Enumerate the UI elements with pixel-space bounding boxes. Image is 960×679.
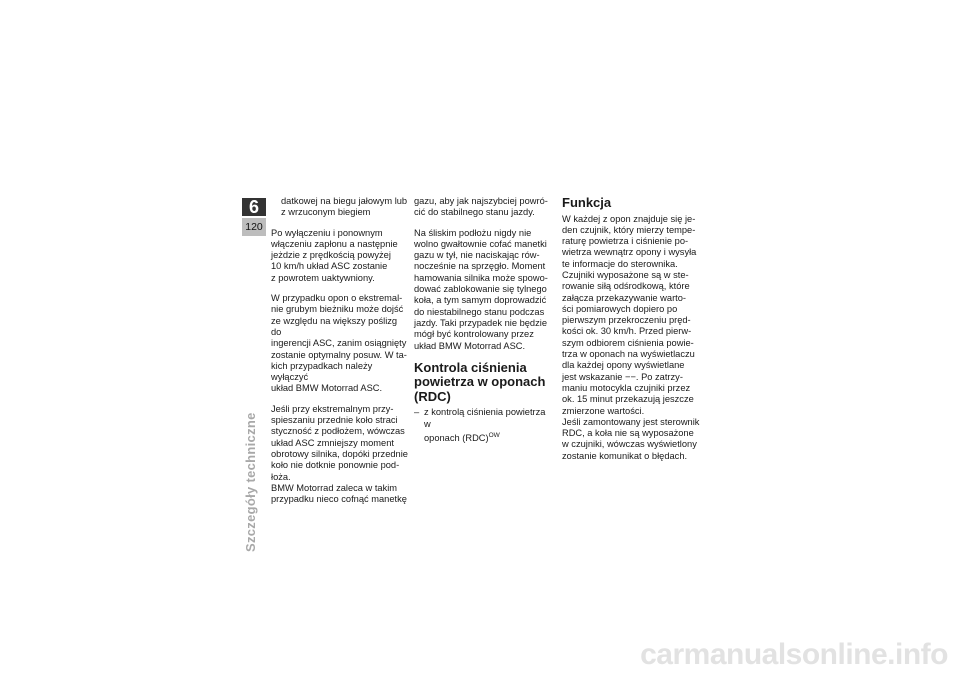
paragraph: Jeśli przy ekstremalnym przy- spieszaniu przednie koło straci styczność z podłożem, wówczas układ ASC zmniejszy moment obrotowy silnika, dopóki przednie koło nie dotknie ponownie pod- łoża. [271,403,408,482]
dash-bullet: – [414,407,420,418]
list-item [414,407,552,444]
watermark: carmanualsonline.info [640,638,948,671]
page-number: 120 [242,218,266,236]
paragraph: Po wyłączeniu i ponownym włączeniu zapłonu a następnie jeżdzie z prędkością powyżej 10 km/h układ ASC zostanie z powrotem uaktywniony. [271,227,398,283]
paragraph: W przypadku opon o ekstremal- nie grubym bieżniku może dojść ze względu na większy poślizg do ingerencji ASC, zanim osiągnięty zostanie optymalny posuw. W ta- kich przypadkach należy wyłączyć układ BMW Motorrad ASC. [271,293,407,394]
paragraph: gazu, aby jak najszybciej powró- cić do stabilnego stanu jazdy. [414,196,548,218]
section-heading-funkcja: Funkcja [562,195,612,210]
section-heading-rdc: Kontrola ciśnienia powietrza w oponach (RDC) [414,359,546,404]
chapter-number: 6 [242,198,266,216]
paragraph: W każdej z opon znajduje się je- den czujnik, który mierzy tempe- raturę powietrza i ciśnienie po- wietrza wewnątrz opony i wysyła te informacje do sterownika. [562,213,697,269]
text-column-1 [271,196,408,514]
text-column-2 [414,196,552,444]
text-column-3 [562,196,702,471]
paragraph: Na śliskim podłożu nigdy nie wolno gwałtownie cofać manetki gazu w tył, nie naciskając rów- nocześnie na sprzęgło. Moment hamowania silnika może spowo- dować zablokowanie się tylnego koła, a tym samym doprowadzić do niestabilnego stanu podczas jazdy. Taki przypadek nie będzie mógł być kontrolowany przez układ BMW Motorrad ASC. [414,227,548,351]
option-code: OW [488,431,500,439]
paragraph: datkowej na biegu jałowym lub z wrzuconym biegiem [281,196,408,218]
chapter-title: Szczegóły techniczne [243,412,258,552]
paragraph: Jeśli zamontowany jest sterownik RDC, a koła nie są wyposażone w czujniki, wówczas wyświetlony zostanie komunikat o błędach. [562,416,700,461]
paragraph: BMW Motorrad zaleca w takim przypadku nieco cofnąć manetkę [271,482,407,505]
list-item-text: z kontrolą ciśnienia powietrza w oponach (RDC)$^{OW}$ [424,407,546,443]
paragraph: Czujniki wyposażone są w ste- rowanie siłą odśrodkową, które załącza przekazywanie warto- ści pomiarowych dopiero po pierwszym przekroczeniu pręd- kości ok. 30 km/h. Przed pierw- szym odbiorem ciśnienia powie- trza w oponach na wyświetlaczu dla każdej opony wyświetlane jest wskazanie −−. Po zatrzy- maniu motocykla czujniki przez ok. 15 minut przekazują jeszcze zmierzone wartości. [562,269,695,416]
